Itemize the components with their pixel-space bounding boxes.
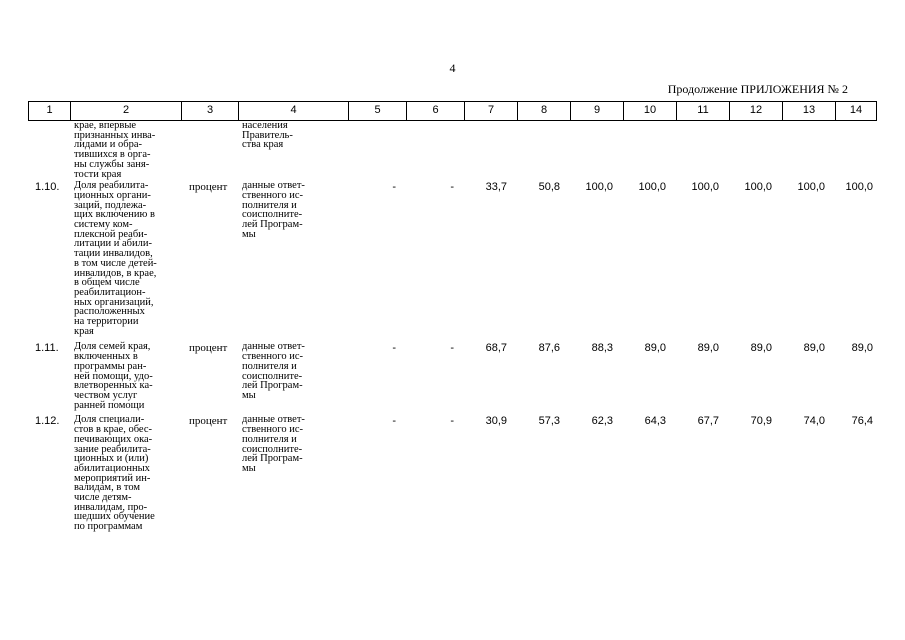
value-cell: 67,7 [697, 415, 719, 428]
table-row [28, 336, 877, 410]
header-cell: 7 [464, 102, 517, 120]
indicator-text: Доля специали- стов в крае, обес- печивающих ока- зание реабилита- ционных и (или) абилитационных мероприятий ин- валидам, в том числе детям- инвалидам, про- шедших обучение по программам [74, 414, 155, 533]
header-cell: 10 [623, 102, 676, 120]
value-cell [348, 121, 406, 179]
unit-text [181, 121, 238, 179]
source-text: данные ответ- ственного ис- полнителя и соисполните- лей Програм- мы [242, 414, 305, 474]
value-cell: 89,0 [803, 342, 825, 355]
value-cell: 89,0 [697, 342, 719, 355]
appendix-table [28, 101, 877, 532]
value-cell: 68,7 [485, 342, 507, 355]
header-cell: 9 [570, 102, 623, 120]
value-cell: - [392, 415, 396, 428]
value-cell: 64,3 [644, 415, 666, 428]
table-row [28, 121, 877, 179]
value-cell [835, 121, 877, 179]
value-cell [570, 121, 623, 179]
value-cell: 100,0 [797, 181, 825, 194]
indicator-text: крае, впервые признанных инва- лидами и обра- тившихся в орга- ны службы заня- тости края [74, 120, 156, 180]
value-cell: 70,9 [750, 415, 772, 428]
unit-text: процент [189, 415, 228, 428]
value-cell [623, 121, 676, 179]
header-cell: 11 [676, 102, 729, 120]
row-number: 1.11. [35, 342, 59, 355]
value-cell: 89,0 [750, 342, 772, 355]
value-cell: 100,0 [744, 181, 772, 194]
row-number: 1.10. [35, 181, 60, 194]
value-cell [517, 121, 570, 179]
source-text: населения Правитель- ства края [242, 120, 293, 151]
value-cell: 30,9 [485, 415, 507, 428]
value-cell [729, 121, 782, 179]
row-number: 1.12. [35, 415, 60, 428]
value-cell [676, 121, 729, 179]
value-cell: - [392, 342, 396, 355]
value-cell: - [392, 181, 396, 194]
table-header-row [28, 101, 877, 121]
header-cell: 12 [729, 102, 782, 120]
header-cell: 13 [782, 102, 835, 120]
unit-text: процент [189, 342, 228, 355]
value-cell: 100,0 [638, 181, 666, 194]
row-number [28, 121, 70, 179]
header-cell: 1 [28, 102, 70, 120]
value-cell: - [450, 342, 454, 355]
value-cell: 89,0 [851, 342, 873, 355]
value-cell [406, 121, 464, 179]
value-cell: 100,0 [585, 181, 613, 194]
header-cell: 8 [517, 102, 570, 120]
header-cell: 6 [406, 102, 464, 120]
value-cell: - [450, 415, 454, 428]
value-cell: 88,3 [591, 342, 613, 355]
value-cell: 50,8 [538, 181, 560, 194]
value-cell [464, 121, 517, 179]
header-cell: 14 [835, 102, 877, 120]
table-row [28, 410, 877, 531]
value-cell: 74,0 [803, 415, 825, 428]
table-row [28, 179, 877, 336]
value-cell: 33,7 [485, 181, 507, 194]
value-cell: 57,3 [538, 415, 560, 428]
header-cell: 3 [181, 102, 238, 120]
value-cell: 100,0 [845, 181, 873, 194]
indicator-text: Доля реабилита- ционных органи- заций, подлежа- щих включению в систему ком- плексной реаби- литации и абили- тации инвалидов, в том числе детей- инвалидов, в крае, в общем числе реабилитацион- ных организаций, расположенных на территории края [74, 180, 157, 337]
indicator-text: Доля семей края, включенных в программы ран- ней помощи, удо- влетворенных ка- чеством услуг ранней помощи [74, 341, 153, 411]
source-text: данные ответ- ственного ис- полнителя и соисполните- лей Програм- мы [242, 180, 305, 240]
header-cell: 5 [348, 102, 406, 120]
value-cell: 87,6 [538, 342, 560, 355]
value-cell: 89,0 [644, 342, 666, 355]
value-cell: 100,0 [691, 181, 719, 194]
value-cell: 62,3 [591, 415, 613, 428]
continuation-label: Продолжение ПРИЛОЖЕНИЯ № 2 [667, 82, 848, 96]
value-cell: - [450, 181, 454, 194]
header-cell: 2 [70, 102, 181, 120]
page-number: 4 [449, 61, 456, 75]
value-cell [782, 121, 835, 179]
header-cell: 4 [238, 102, 348, 120]
unit-text: процент [189, 181, 228, 194]
value-cell: 76,4 [851, 415, 873, 428]
source-text: данные ответ- ственного ис- полнителя и соисполните- лей Програм- мы [242, 341, 305, 401]
